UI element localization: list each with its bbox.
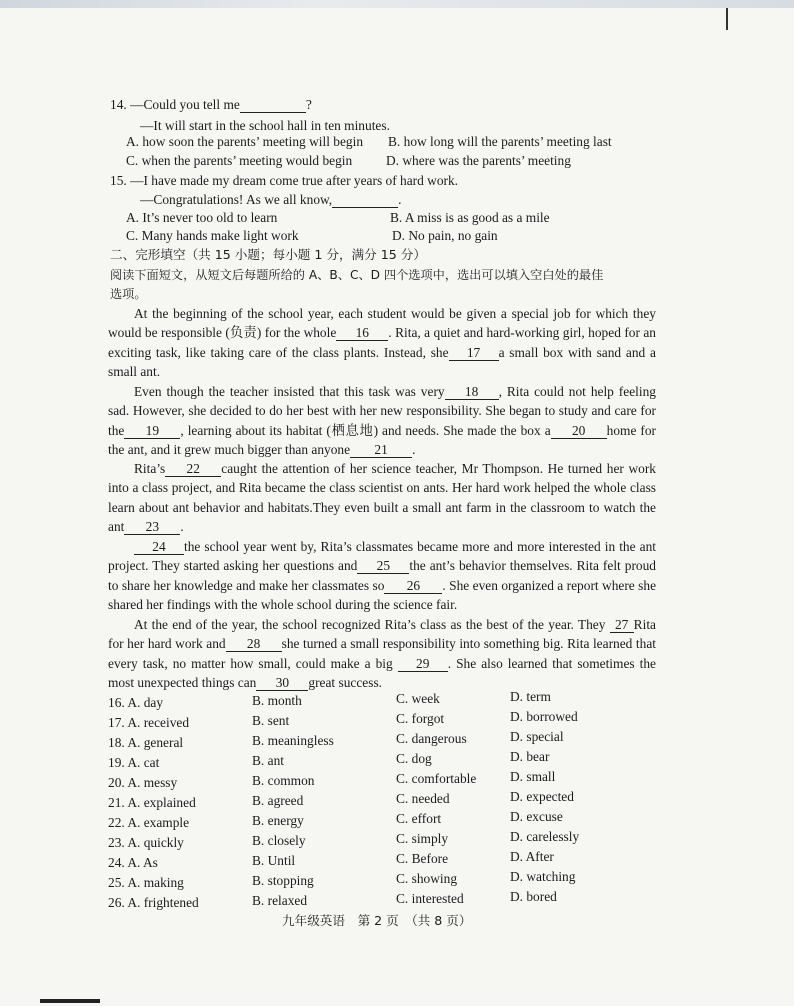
- q14-option-d: D. where was the parents’ meeting: [386, 153, 571, 168]
- option-18-a: 18. A. general: [108, 735, 184, 750]
- option-26-d: D. bored: [510, 889, 557, 904]
- blank-24: 24: [134, 540, 184, 555]
- option-25-b: B. stopping: [252, 873, 314, 888]
- option-16-a: 16. A. day: [108, 695, 164, 710]
- q14-option-b: B. how long will the parents’ meeting last: [388, 134, 612, 149]
- option-21-b: B. agreed: [252, 793, 304, 808]
- q15-reply-text: —Congratulations! As we all know,: [140, 192, 333, 207]
- option-21-c: C. needed: [396, 791, 450, 806]
- q15-stem: 15. —I have made my dream come true after years of hard work.: [110, 173, 459, 188]
- passage-paragraph-2: [108, 382, 656, 460]
- option-20-a: 20. A. messy: [108, 775, 178, 790]
- p5-text-c: she turned a small responsibility into something big. Rita learned that every task, no matter how small, could make a big: [108, 636, 657, 671]
- blank-30: 30: [256, 676, 308, 691]
- q14-stem: [110, 96, 312, 114]
- q14-option-a: A. how soon the parents’ meeting will begin: [126, 134, 364, 149]
- p3-text-a: Rita’s: [134, 461, 166, 476]
- q15-reply-end: .: [398, 192, 402, 207]
- p4-text-a: the school year went by, Rita’s classmates became more and more interested in the ant project. They started asking her questions and: [108, 539, 656, 574]
- option-22-c: C. effort: [396, 811, 442, 826]
- option-19-b: B. ant: [252, 753, 284, 768]
- option-25-a: 25. A. making: [108, 875, 184, 890]
- p1-text-c: a small box with sand and a small ant.: [108, 344, 656, 380]
- blank-16: 16: [336, 326, 388, 341]
- q15-option-b: B. A miss is as good as a mile: [390, 210, 550, 225]
- blank-22: 22: [165, 462, 221, 477]
- q14-stem-text: 14. —Could you tell me: [110, 97, 240, 112]
- option-22-d: D. excuse: [510, 809, 563, 824]
- option-24-a: 24. A. As: [108, 855, 158, 870]
- blank-21: 21: [350, 443, 412, 458]
- option-23-b: B. closely: [252, 833, 306, 848]
- p2-text-d: home for the ant, and it grew much bigger than anyone: [108, 422, 656, 458]
- passage-paragraph-3: [108, 459, 656, 537]
- passage-paragraph-1: [108, 304, 656, 382]
- section-instructions-2: 选项。: [110, 287, 147, 301]
- option-17-c: C. forgot: [396, 711, 445, 726]
- p1-text-b: . Rita, a quiet and hard-working girl, hoped for an exciting task, like taking care of the class plants. Instead, she: [108, 325, 656, 360]
- option-23-a: 23. A. quickly: [108, 835, 184, 850]
- p2-text-e: .: [412, 442, 416, 458]
- option-21-a: 21. A. explained: [108, 795, 196, 810]
- p4-text-b: the ant’s behavior themselves. Rita felt proud to share her knowledge and make her classmates so: [108, 558, 656, 593]
- option-19-a: 19. A. cat: [108, 755, 160, 770]
- p3-text-b: caught the attention of her science teacher, Mr Thompson. He turned her work into a class project, and Rita became the class scientist on ants. Her hard work helped the whole class learn about ant behavior and habitats.They even built a small ant farm in the classroom to watch the ant: [108, 461, 656, 535]
- p5-text-d: . She also learned that sometimes the most unexpected things can: [108, 655, 656, 691]
- option-17-a: 17. A. received: [108, 715, 190, 730]
- blank-25: 25: [357, 559, 409, 574]
- blank-29: 29: [398, 657, 448, 672]
- option-19-c: C. dog: [396, 751, 432, 766]
- option-16-d: D. term: [510, 689, 551, 704]
- option-18-b: B. meaningless: [252, 733, 334, 748]
- p2-text-a: Even though the teacher insisted that this task was very: [134, 384, 445, 399]
- q15-option-a: A. It’s never too old to learn: [126, 210, 278, 225]
- option-24-b: B. Until: [252, 853, 296, 868]
- option-20-c: C. comfortable: [396, 771, 477, 786]
- page-footer: 九年级英语 第 2 页 （共 8 页）: [282, 913, 472, 928]
- blank-18: 18: [445, 385, 499, 400]
- p2-text-c: , learning about its habitat (栖息地) and needs. She made the box a: [180, 422, 551, 438]
- passage-paragraph-4: [108, 537, 656, 615]
- q14-stem-end: ?: [305, 97, 312, 112]
- option-24-c: C. Before: [396, 851, 449, 866]
- option-22-a: 22. A. example: [108, 815, 190, 830]
- section-instructions-1: 阅读下面短文，从短文后每题所给的 A、B、C、D 四个选项中，选出可以填入空白处的最佳: [110, 268, 604, 282]
- q14-option-c: C. when the parents’ meeting would begin: [126, 153, 353, 168]
- blank-27: 27: [610, 618, 634, 633]
- passage-paragraph-5: [108, 615, 656, 693]
- option-26-b: B. relaxed: [252, 893, 308, 908]
- p4-text-c: . She even organized a report where she shared her findings with the whole school during the science fair.: [108, 577, 657, 613]
- p1-text-a: At the beginning of the school year, each student would be given a special job for which they would be responsible (负责) for the whole: [108, 306, 656, 341]
- option-23-d: D. carelessly: [510, 829, 580, 844]
- option-25-d: D. watching: [510, 869, 576, 884]
- option-23-c: C. simply: [396, 831, 449, 846]
- option-25-c: C. showing: [396, 871, 458, 886]
- q15-option-c: C. Many hands make light work: [126, 228, 299, 243]
- blank-20: 20: [551, 424, 607, 439]
- option-17-d: D. borrowed: [510, 709, 578, 724]
- blank-17: 17: [449, 346, 499, 361]
- section-title: 二、完形填空（共 15 小题；每小题 1 分，满分 15 分）: [110, 247, 426, 262]
- q15-blank: [332, 193, 398, 208]
- option-20-d: D. small: [510, 769, 556, 784]
- p5-text-a: At the end of the year, the school recognized Rita’s class as the best of the year. They: [134, 617, 606, 632]
- p2-text-b: , Rita could not help feeling sad. However, she decided to do her best with her new responsibility. She began to study and care for the: [108, 384, 656, 438]
- p3-text-c: .: [180, 519, 184, 535]
- option-18-d: D. special: [510, 729, 564, 744]
- p5-text-b: Rita for her hard work and: [108, 617, 656, 652]
- option-19-d: D. bear: [510, 749, 550, 764]
- blank-19: 19: [124, 424, 180, 439]
- blank-28: 28: [226, 637, 282, 652]
- option-16-b: B. month: [252, 693, 302, 708]
- option-18-c: C. dangerous: [396, 731, 467, 746]
- option-17-b: B. sent: [252, 713, 290, 728]
- option-16-c: C. week: [396, 691, 440, 706]
- option-24-d: D. After: [510, 849, 554, 864]
- option-20-b: B. common: [252, 773, 315, 788]
- q14-blank: [240, 98, 306, 113]
- blank-26: 26: [384, 579, 442, 594]
- option-21-d: D. expected: [510, 789, 574, 804]
- q14-reply: —It will start in the school hall in ten minutes.: [140, 118, 390, 133]
- option-26-a: 26. A. frightened: [108, 895, 199, 910]
- q15-option-d: D. No pain, no gain: [392, 228, 498, 243]
- p5-text-e: great success.: [308, 675, 383, 691]
- option-26-c: C. interested: [396, 891, 464, 906]
- blank-23: 23: [124, 520, 180, 535]
- option-22-b: B. energy: [252, 813, 304, 828]
- q15-reply: [140, 191, 402, 209]
